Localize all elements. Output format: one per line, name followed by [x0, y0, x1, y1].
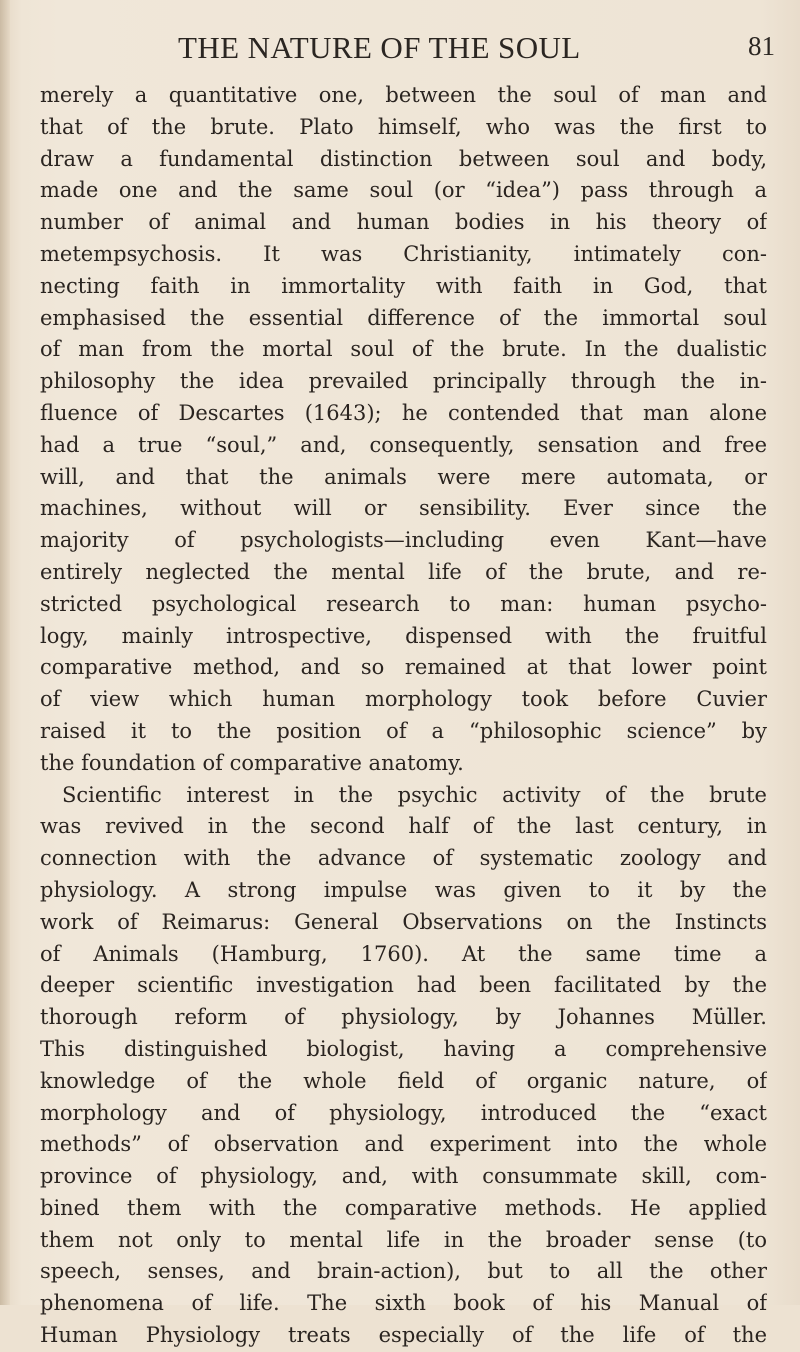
page-number: 81 — [748, 31, 775, 61]
text-line: Scientific interest in the psychic activity of the brute — [62, 782, 767, 807]
text-line: logy, mainly introspective, dispensed with the fruitful — [40, 623, 767, 648]
text-line: philosophy the idea prevailed principally through the in- — [40, 369, 767, 394]
text-line: entirely neglected the mental life of the brute, and re- — [40, 559, 767, 584]
text-line: work of Reimarus: General Observations on the Instincts — [40, 909, 767, 934]
text-line: number of animal and human bodies in his theory of — [40, 210, 767, 235]
text-line: of man from the mortal soul of the brute. In the dualistic — [40, 337, 767, 362]
text-line: necting faith in immortality with faith in God, that — [40, 273, 767, 298]
text-line: draw a fundamental distinction between soul and body, — [40, 146, 767, 171]
text-line: of view which human morphology took before Cuvier — [40, 687, 767, 712]
text-line: metempsychosis. It was Christianity, intimately con- — [40, 241, 767, 266]
text-line: had a true “soul,” and, consequently, sensation and free — [40, 432, 767, 457]
running-head: THE NATURE OF THE SOUL — [178, 30, 581, 65]
text-line: physiology. A strong impulse was given to it by the — [40, 877, 767, 902]
text-line: that of the brute. Plato himself, who was the first to — [40, 114, 767, 139]
text-line: machines, without will or sensibility. Ever since the — [40, 496, 767, 521]
text-line: emphasised the essential difference of the immortal soul — [40, 305, 767, 330]
text-line: bined them with the comparative methods. He applied — [40, 1195, 767, 1220]
text-line: fluence of Descartes (1643); he contended that man alone — [40, 400, 767, 425]
text-line: was revived in the second half of the last century, in — [40, 814, 767, 839]
text-line: the foundation of comparative anatomy. — [40, 750, 464, 775]
text-line: Human Physiology treats especially of the life of the — [40, 1323, 767, 1348]
text-line: methods” of observation and experiment into the whole — [40, 1132, 767, 1157]
text-line: will, and that the animals were mere automata, or — [40, 464, 767, 489]
page-header — [0, 30, 800, 70]
text-line: raised it to the position of a “philosophic science” by — [40, 718, 767, 743]
text-line: speech, senses, and brain-action), but to all the other — [40, 1259, 767, 1284]
text-line: phenomena of life. The sixth book of his Manual of — [40, 1291, 767, 1316]
text-line: majority of psychologists—including even Kant—have — [40, 528, 767, 553]
text-line: merely a quantitative one, between the soul of man and — [40, 83, 767, 107]
text-line: of Animals (Hamburg, 1760). At the same time a — [40, 941, 767, 966]
text-line: province of physiology, and, with consummate skill, com- — [40, 1164, 767, 1189]
body-text — [40, 80, 767, 1352]
text-line: stricted psychological research to man: human psycho- — [40, 591, 767, 616]
text-line: knowledge of the whole field of organic nature, of — [40, 1068, 767, 1093]
text-line: morphology and of physiology, introduced the “exact — [40, 1100, 767, 1125]
text-line: comparative method, and so remained at that lower point — [40, 655, 767, 680]
text-line: deeper scientific investigation had been facilitated by the — [40, 973, 767, 998]
text-line: connection with the advance of systematic zoology and — [40, 846, 767, 871]
text-line: them not only to mental life in the broader sense (to — [40, 1227, 767, 1252]
text-line: thorough reform of physiology, by Johannes Müller. — [40, 1005, 767, 1030]
text-line: made one and the same soul (or “idea”) pass through a — [40, 178, 767, 203]
page-binding-edge — [0, 0, 10, 1305]
text-line: This distinguished biologist, having a comprehensive — [40, 1036, 767, 1061]
